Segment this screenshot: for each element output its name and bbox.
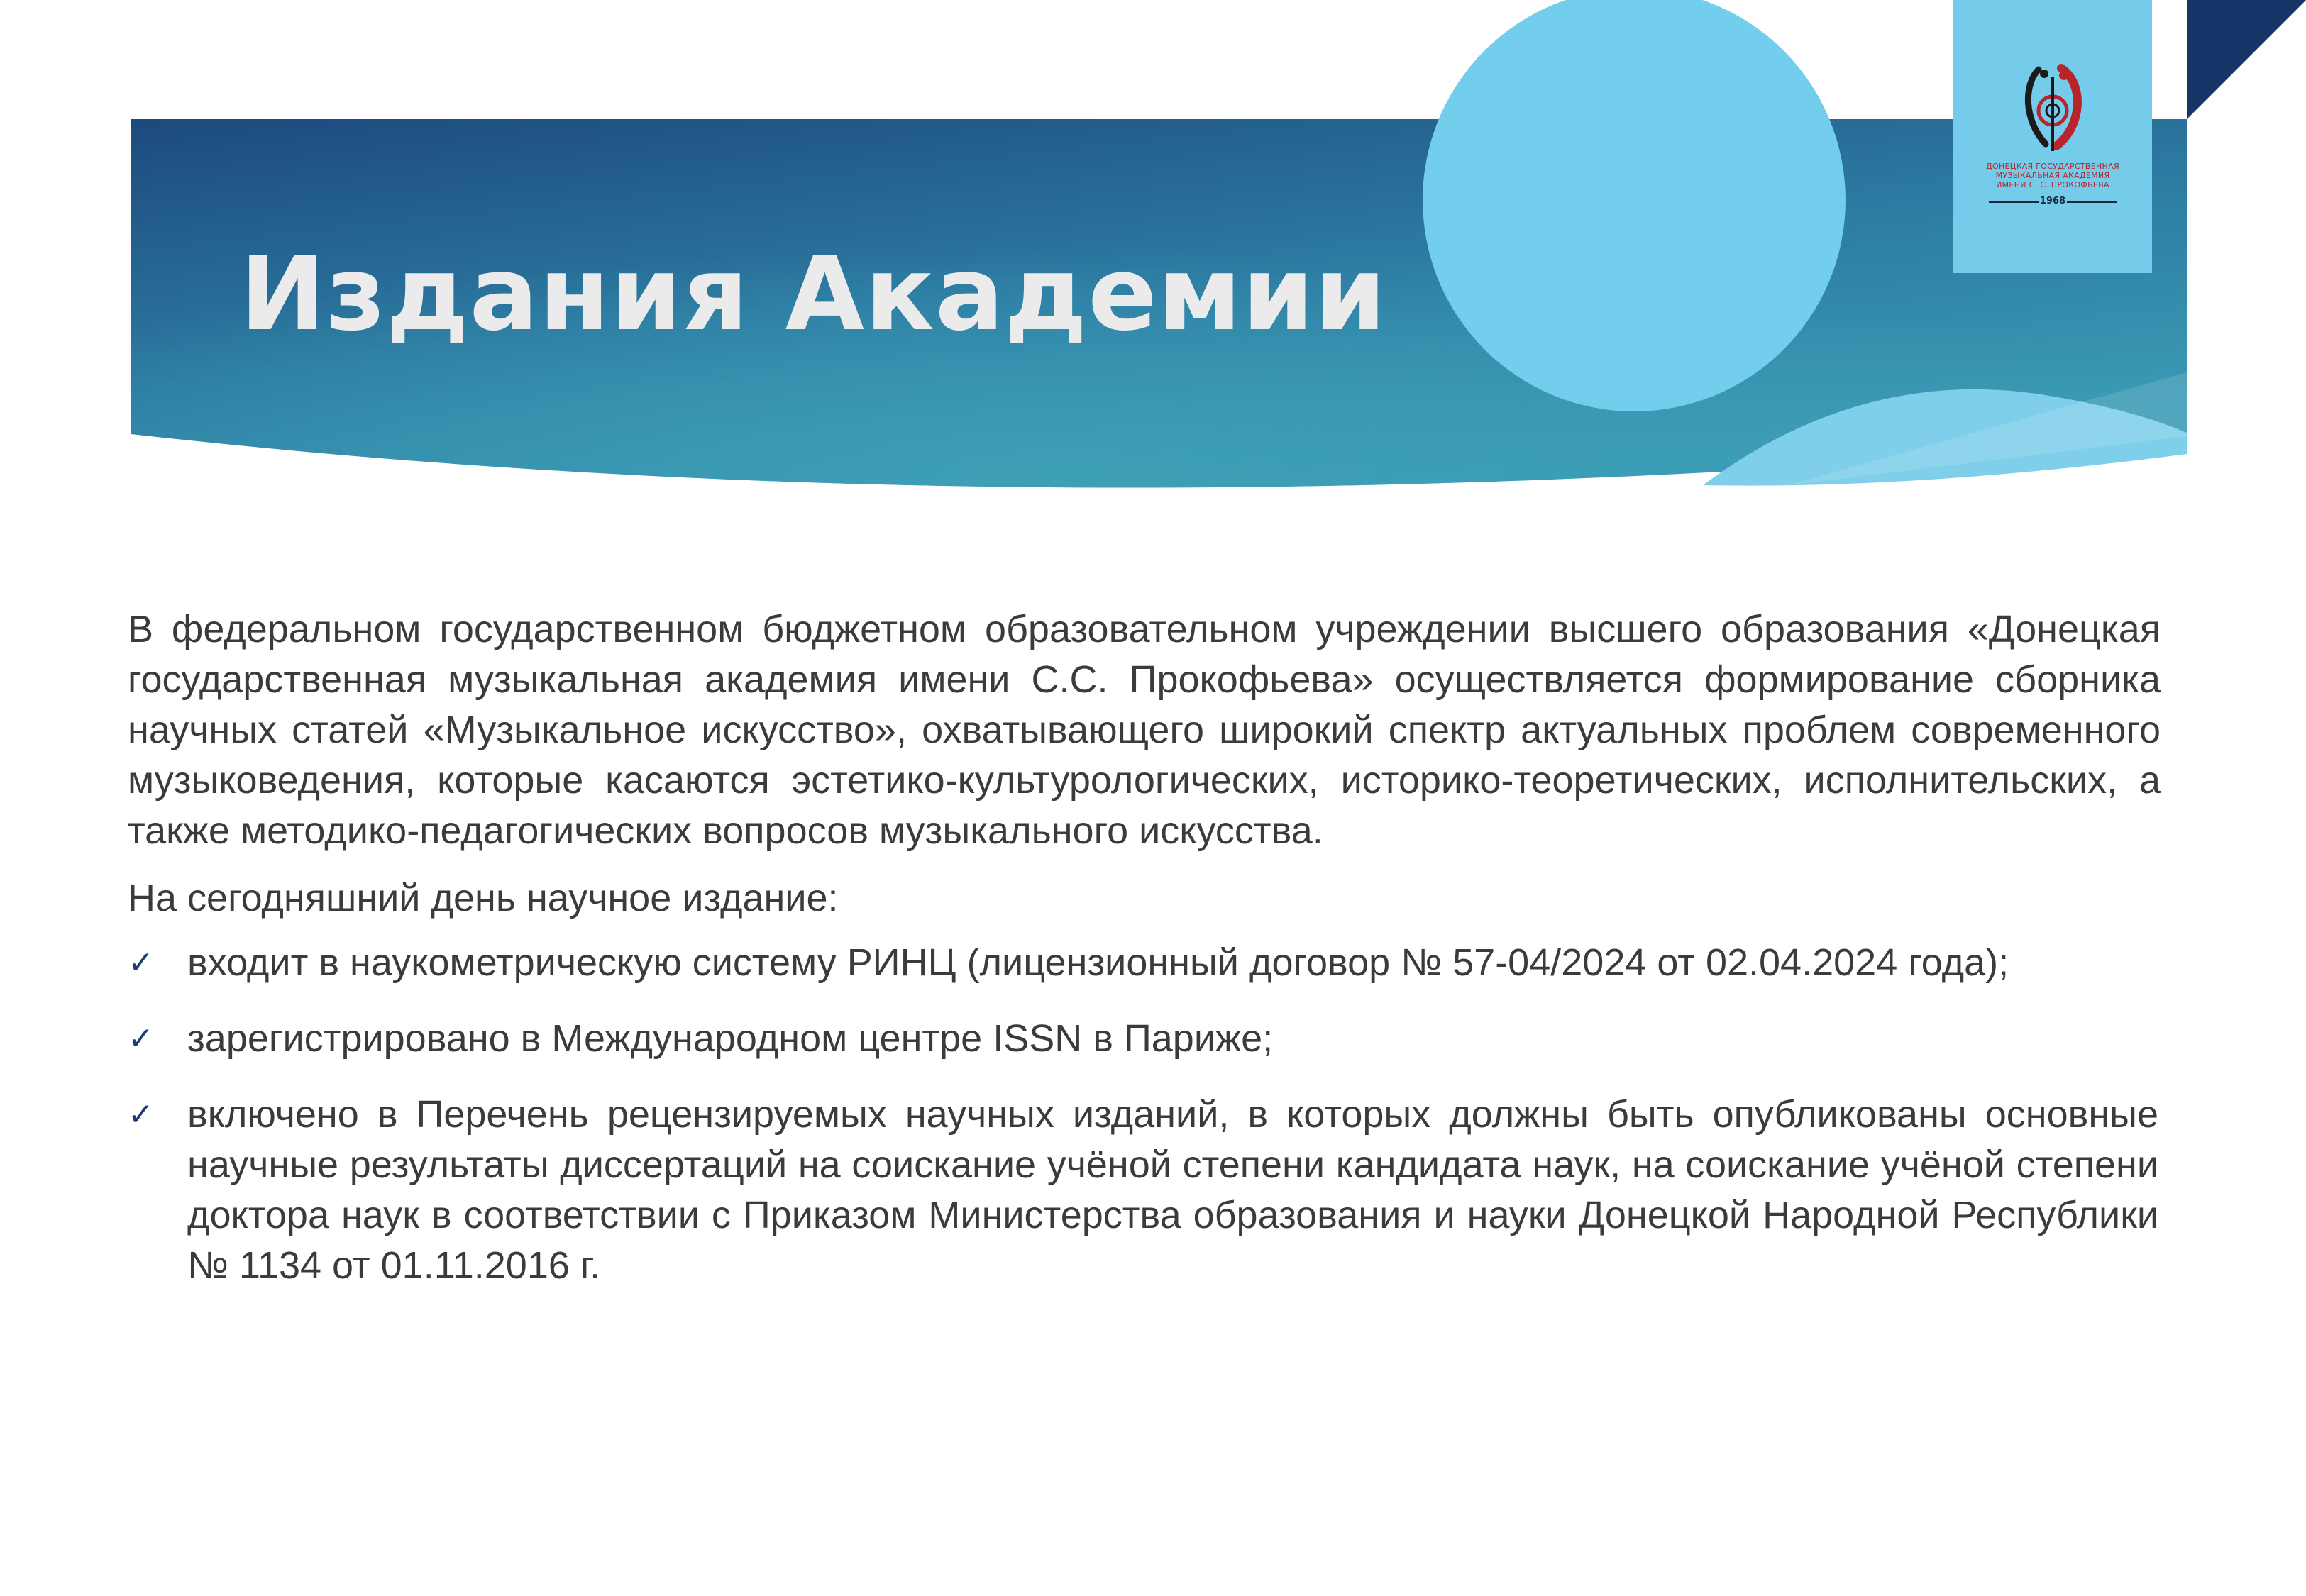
- list-item-text: включено в Перечень рецензируемых научных изданий, в которых должны быть опубликованы основные научные результаты диссертаций на соискание учёной степени кандидата наук, на соискание учёной степени доктора наук в соответствии с Приказом Министерства образования и науки Донецкой Народной Республики № 1134 от 01.11.2016 г.: [187, 1093, 2158, 1287]
- slide-title: Издания Академии: [240, 234, 1387, 353]
- logo-caption-line: МУЗЫКАЛЬНАЯ АКАДЕМИЯ: [1995, 171, 2110, 180]
- list-item: [128, 1014, 2158, 1064]
- academy-emblem-icon: [2017, 62, 2088, 158]
- logo-caption-line: ДОНЕЦКАЯ ГОСУДАРСТВЕННАЯ: [1986, 162, 2119, 171]
- checkmark-icon: ✓: [128, 1097, 154, 1133]
- logo-year: 1968: [2039, 196, 2066, 206]
- decor-circle-large: [1423, 0, 1846, 411]
- intro-paragraph: В федеральном государственном бюджетном образовательном учреждении высшего образования «Донецкая государственная музыкальная академия имени С.С. Прокофьева» осуществляется формирование сборника научных статей «Музыкальное искусство», охватывающего широкий спектр актуальных проблем современного музыковедения, которые касаются эстетико-культурологических, историко-теоретических, исполнительских, а также методико-педагогических вопросов музыкального искусства.: [128, 608, 2161, 852]
- logo-caption: [1953, 162, 2152, 189]
- list-item: [128, 1090, 2158, 1291]
- status-list: [128, 938, 2161, 1291]
- logo-caption-line: ИМЕНИ С. С. ПРОКОФЬЕВА: [1996, 180, 2109, 189]
- list-item: [128, 938, 2158, 988]
- status-intro: На сегодняшний день научное издание:: [128, 877, 839, 919]
- slide-body: [128, 604, 2161, 1317]
- list-item-text: входит в наукометрическую систему РИНЦ (лицензионный договор № 57-04/2024 от 02.04.2024 года);: [187, 941, 2009, 984]
- checkmark-icon: ✓: [128, 1021, 154, 1057]
- checkmark-icon: ✓: [128, 945, 154, 981]
- academy-logo: [1953, 0, 2152, 273]
- list-item-text: зарегистрировано в Международном центре ISSN в Париже;: [187, 1017, 1274, 1060]
